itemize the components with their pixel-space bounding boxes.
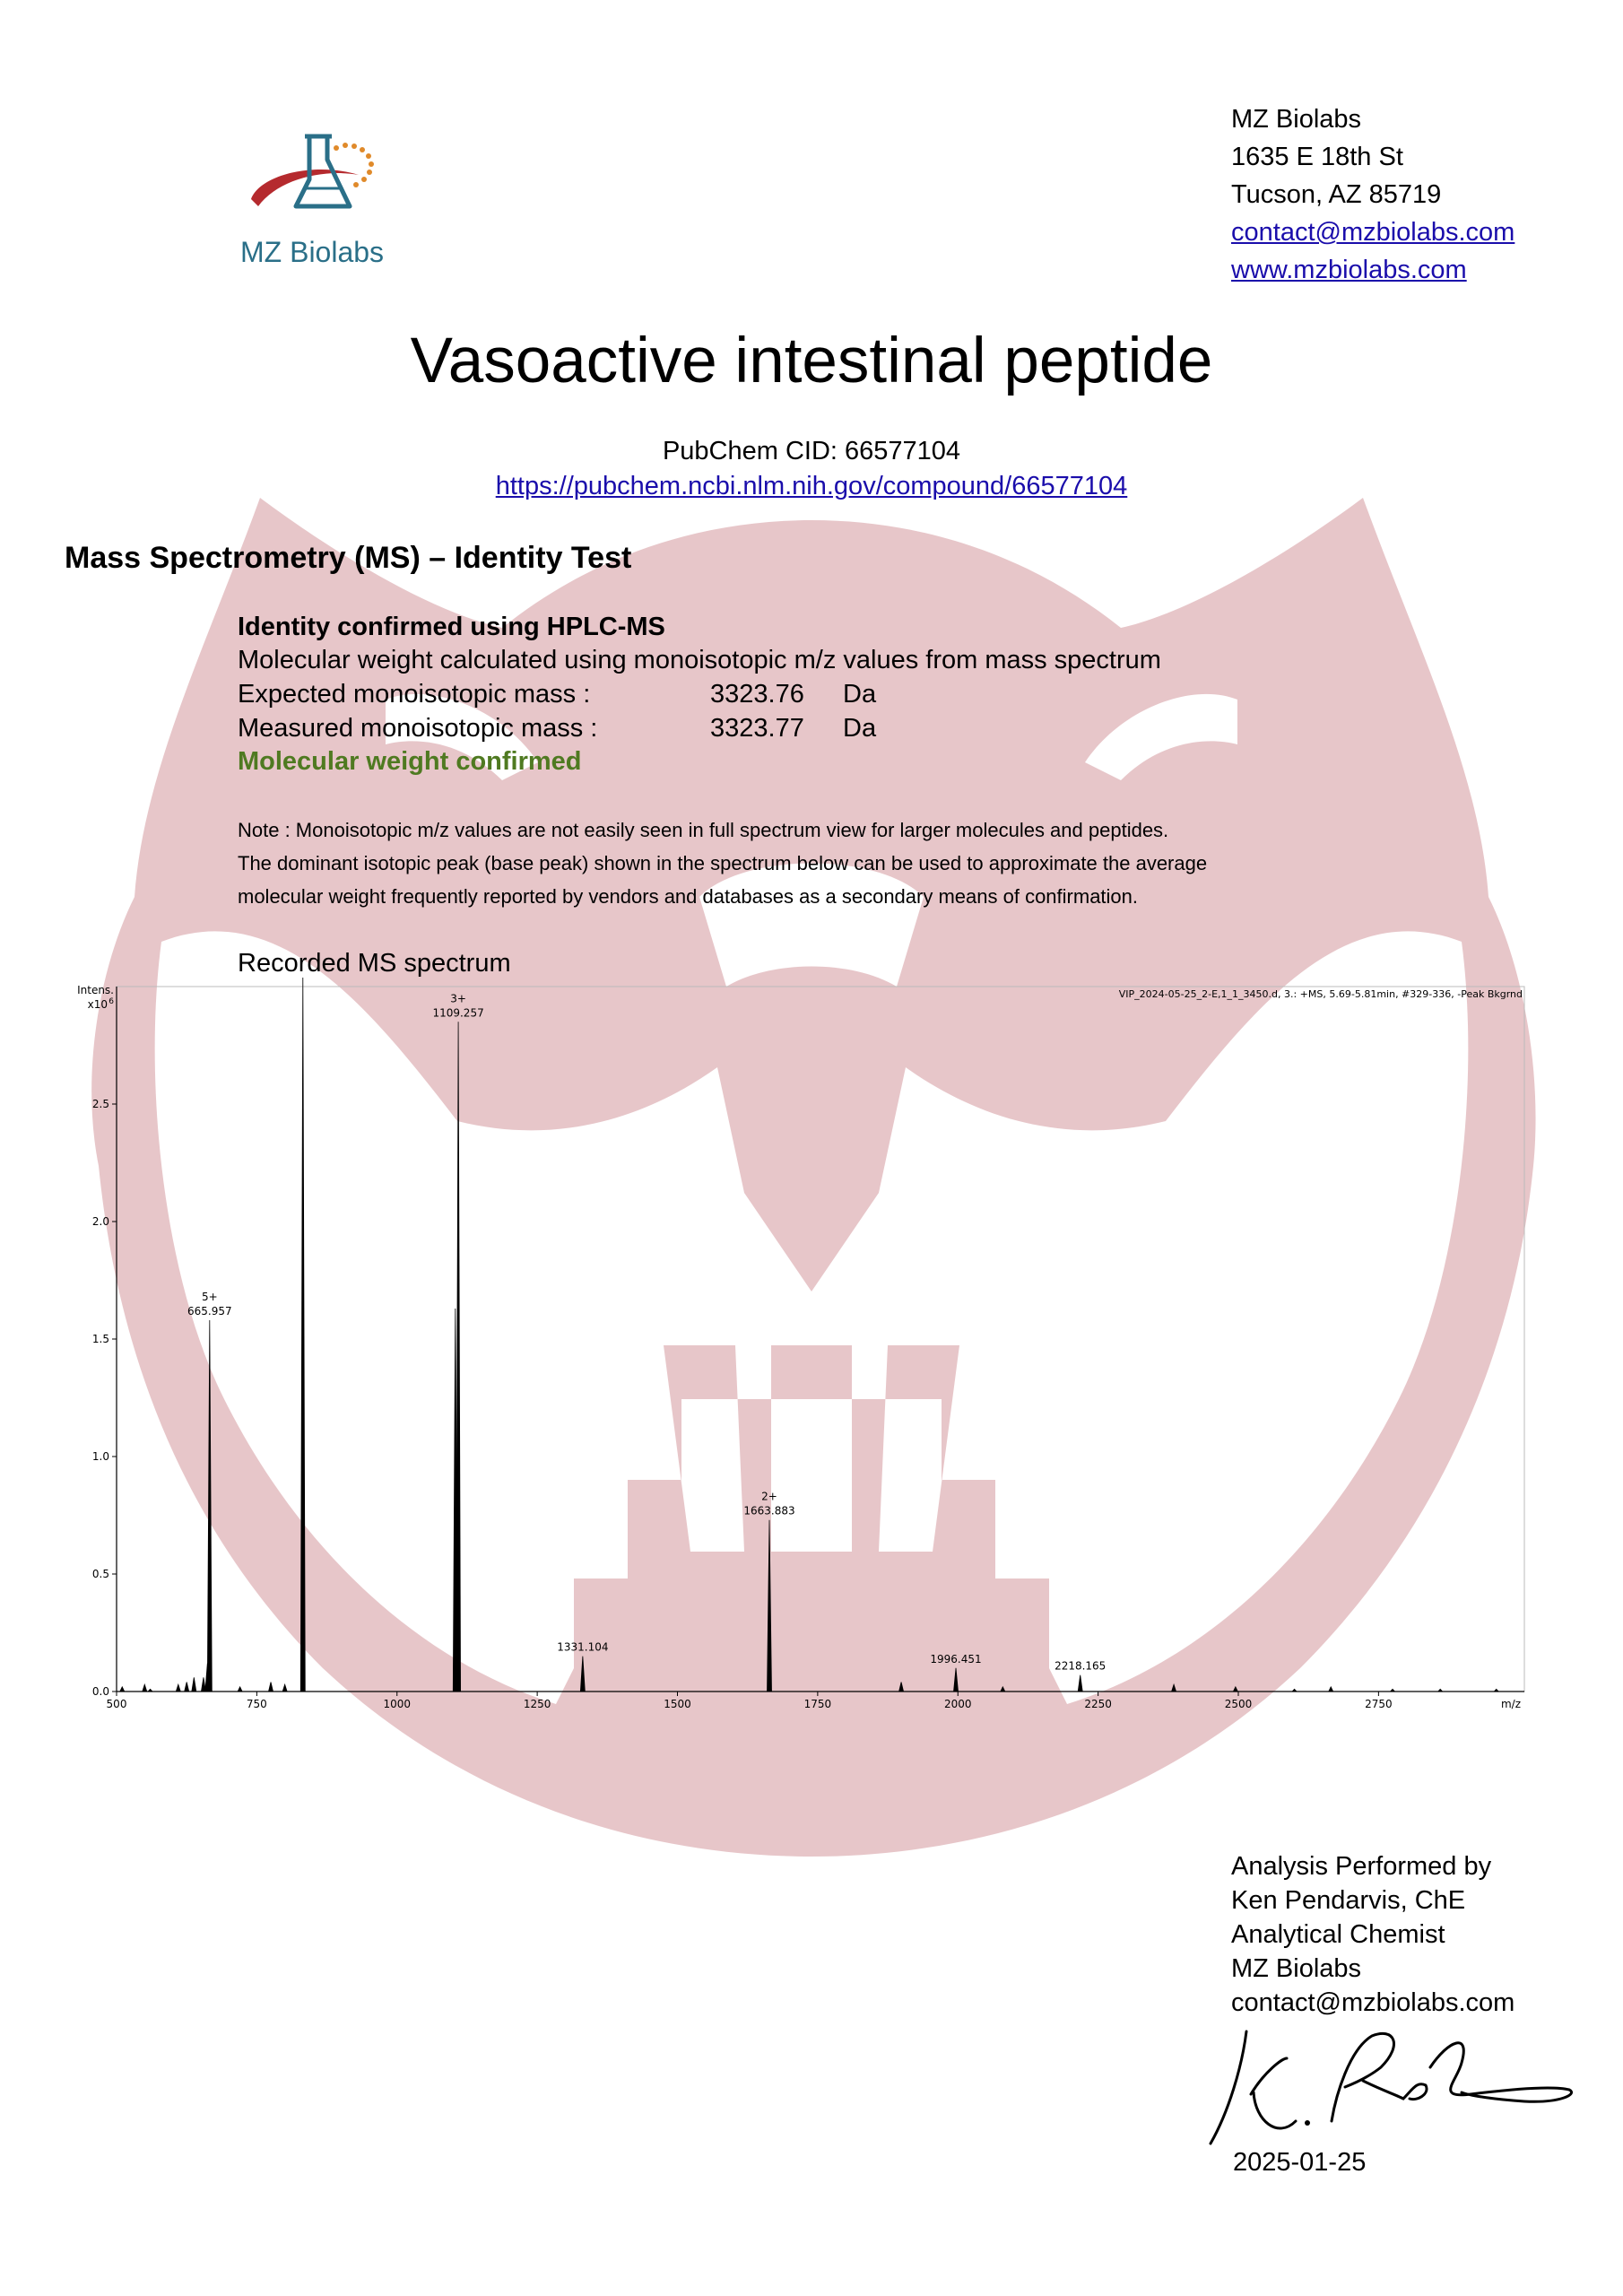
measured-mass-label: Measured monoisotopic mass : [238,714,598,743]
x-tick-label: 1250 [523,1698,551,1710]
y-axis-label: Intens. [77,984,114,996]
x-tick-label: 500 [106,1698,127,1710]
y-axis-unit-exponent: 6 [108,997,114,1006]
note-line-1: Note : Monoisotopic m/z values are not easily seen in full spectrum view for larger molecules and peptides. [238,819,1169,841]
labeled-peak [954,1668,959,1692]
labeled-peak [1078,1675,1082,1692]
analyst-name: Ken Pendarvis, ChE [1231,1886,1466,1915]
spectrum-label: Recorded MS spectrum [238,949,511,978]
measured-mass-value: 3323.77 [710,714,804,743]
peak-charge-label: 2+ [761,1490,777,1503]
x-tick-label: 2000 [943,1698,972,1710]
x-tick-label: 1750 [803,1698,832,1710]
analysis-heading: Analysis Performed by [1231,1852,1492,1881]
company-address [1231,100,1515,289]
x-axis-label: m/z [1500,1698,1521,1710]
peak-charge-label: 5+ [201,1291,218,1304]
logo-text: MZ Biolabs [240,236,385,268]
x-tick-label: 1500 [664,1698,691,1710]
email-link[interactable]: contact@mzbiolabs.com [1231,218,1515,247]
labeled-peak [300,978,305,1692]
minor-peak [1494,1689,1498,1692]
minor-peak [1438,1689,1443,1692]
y-tick-label: 0.0 [91,1685,109,1698]
peak-label: 1996.451 [930,1652,982,1665]
y-axis-unit: x10 [87,998,108,1011]
city-state-zip: Tucson, AZ 85719 [1231,180,1442,209]
method-text: Molecular weight calculated using monoisotopic m/z values from mass spectrum [238,646,1161,674]
street-address: 1635 E 18th St [1231,143,1403,171]
website-link[interactable]: www.mzbiolabs.com [1231,256,1467,284]
labeled-peak [768,1520,772,1692]
logo [224,126,417,278]
result-text: Molecular weight confirmed [238,747,582,776]
labeled-peak [207,1320,212,1692]
pubchem-link[interactable]: https://pubchem.ncbi.nlm.nih.gov/compound/66577104 [495,472,1128,500]
signature-date: 2025-01-25 [1233,2148,1367,2177]
spectrum-header: VIP_2024-05-25_2-E,1_1_3450.d, 3.: +MS, 5.69-5.81min, #329-336, -Peak Bkgrnd [1118,988,1523,1000]
minor-peak [1233,1687,1237,1692]
document-title: Vasoactive intestinal peptide [410,326,1213,396]
x-tick-label: 2750 [1365,1698,1393,1710]
note-line-3: molecular weight frequently reported by vendors and databases as a secondary means of confirmation. [238,885,1139,908]
labeled-peak [580,1657,585,1692]
section-heading: Mass Spectrometry (MS) – Identity Test [65,541,632,575]
expected-mass-unit: Da [843,680,877,709]
minor-peak [1292,1689,1297,1692]
minor-peak [269,1683,273,1692]
flask-logo-icon [224,126,417,242]
analyst-email: contact@mzbiolabs.com [1231,1988,1515,2017]
expected-mass-label: Expected monoisotopic mass : [238,680,591,709]
minor-peak [148,1689,152,1692]
x-tick-label: 2250 [1084,1698,1112,1710]
analyst-company: MZ Biolabs [1231,1954,1362,1983]
expected-mass-value: 3323.76 [710,680,804,709]
minor-peak [1172,1684,1176,1692]
y-tick-label: 2.0 [91,1215,109,1228]
minor-peak [1001,1687,1005,1692]
minor-peak [120,1687,125,1692]
peak-charge-label: 3+ [450,992,466,1005]
plot-frame [117,987,1524,1692]
pubchem-cid: PubChem CID: 66577104 [662,437,961,465]
peak-label: 1663.883 [743,1504,795,1518]
x-tick-label: 1000 [383,1698,412,1710]
peak-label: 665.957 [187,1305,232,1318]
identity-confirmed: Identity confirmed using HPLC-MS [238,613,665,641]
minor-peak [192,1677,196,1692]
y-tick-label: 0.5 [91,1568,109,1580]
peak-label: 1109.257 [432,1006,484,1020]
minor-peak [238,1687,242,1692]
signature [1202,2022,1578,2148]
x-tick-label: 750 [246,1698,267,1710]
minor-peak [899,1683,904,1692]
peak-label: 1331.104 [557,1640,609,1654]
y-tick-label: 1.0 [91,1450,109,1463]
x-tick-label: 2500 [1224,1698,1253,1710]
minor-peak [1329,1687,1333,1692]
measured-mass-unit: Da [843,714,877,743]
minor-peak [176,1684,180,1692]
labeled-peak [456,1022,461,1692]
ms-spectrum-chart [54,978,1542,1731]
peak-label: 2218.165 [1055,1659,1107,1673]
minor-peak [282,1684,287,1692]
analyst-title: Analytical Chemist [1231,1920,1445,1949]
y-tick-label: 1.5 [91,1333,109,1345]
note-line-2: The dominant isotopic peak (base peak) shown in the spectrum below can be used to approximate the average [238,852,1208,874]
analysis-block [1231,1849,1515,2020]
minor-peak [185,1683,189,1692]
minor-peak [1391,1689,1395,1692]
minor-peak [143,1684,147,1692]
company-name: MZ Biolabs [1231,105,1362,134]
y-tick-label: 2.5 [91,1098,109,1110]
